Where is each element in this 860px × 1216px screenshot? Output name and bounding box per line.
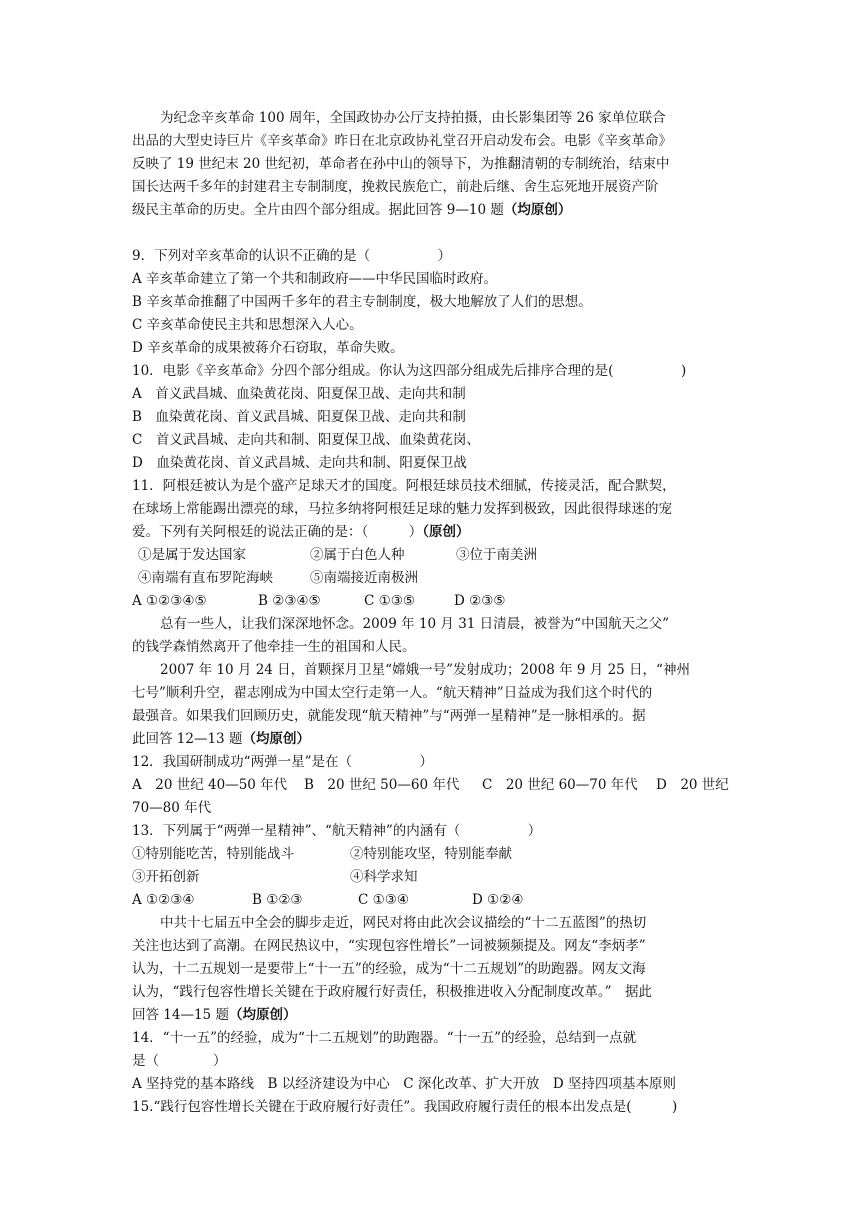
q11-item-4: ④南端有直布罗陀海峡 (138, 570, 273, 586)
intro1-last: 级民主革命的历史。全片由四个部分组成。据此回答 9—10 题 (132, 202, 504, 218)
q12-option-d: D 20 世纪 (656, 777, 729, 793)
intro3-line-4: 认为，“践行包容性增长关键在于政府履行好责任，积极推进收入分配制度改革。” 据此 (132, 984, 653, 1000)
intro1-tag: （均原创） (503, 202, 572, 218)
q10-option-b: B 血染黄花岗、首义武昌城、阳夏保卫战、走向共和制 (132, 409, 466, 425)
q13-item-1: ①特别能吃苦，特别能战斗 (132, 846, 294, 862)
intro2-p2-line-4 (132, 729, 310, 751)
q12-stem: 12．我国研制成功“两弹一星”是在（ ） (132, 754, 433, 770)
intro3-line-3: 认为，十二五规划一是要带上“十一五”的经验，成为“十二五规划”的助跑器。网友文海 (132, 961, 646, 977)
q13-item-3: ③开拓创新 (132, 869, 200, 885)
q11-option-c: C ①③⑤ (364, 593, 415, 609)
q11-option-d: D ②③⑤ (454, 593, 506, 609)
q11-tag: （原创） (422, 524, 470, 540)
q11-item-1: ①是属于发达国家 (138, 547, 246, 563)
q12-option-c: C 20 世纪 60—70 年代 (482, 777, 638, 793)
q10-option-c: C 首义武昌城、走向共和制、阳夏保卫战、血染黄花岗、 (132, 432, 480, 448)
q13-item-4: ④科学求知 (350, 869, 418, 885)
intro2-p2-line-2: 七号”顺利升空，翟志刚成为中国太空行走第一人。“航天精神”日益成为我们这个时代的 (132, 685, 653, 701)
q10-stem: 10．电影《辛亥革命》分四个部分组成。你认为这四部分组成先后排序合理的是( ) (132, 363, 687, 379)
q11-item-3: ③位于南美洲 (456, 547, 537, 563)
q13-option-b: B ①②③ (252, 892, 303, 908)
intro3-line-5 (132, 1005, 296, 1027)
intro2-p2-line-3: 最强音。如果我们回顾历史，就能发现“航天精神”与“两弹一星精神”是一脉相承的。据 (132, 708, 646, 724)
q12-option-b: B 20 世纪 50—60 年代 (304, 777, 460, 793)
q14-line-1: 14．“十一五”的经验，成为“十二五规划”的助跑器。“十一五”的经验，总结到一点就 (132, 1030, 637, 1046)
intro2-p1-line-2: 的钱学森悄然离开了他牵挂一生的祖国和人民。 (132, 639, 416, 655)
q13-option-c: C ①③④ (358, 892, 409, 908)
q9-option-d: D 辛亥革命的成果被蒋介石窃取，革命失败。 (132, 340, 404, 356)
intro3-line-1: 中共十七届五中全会的脚步走近，网民对将由此次会议描绘的“十二五蓝图”的热切 (160, 915, 647, 931)
q14-options: A 坚持党的基本路线 B 以经济建设为中心 C 深化改革、扩大开放 D 坚持四项基本原则 (132, 1076, 676, 1092)
q12-option-a: A 20 世纪 40—50 年代 (132, 777, 288, 793)
intro2-last: 此回答 12—13 题 (132, 731, 243, 747)
intro2-p2-line-1: 2007 年 10 月 24 日，首颗探月卫星“嫦娥一号”发射成功；2008 年 9 月 25 日，“神州 (160, 662, 690, 678)
intro1-line-4: 国长达两千多年的封建君主专制制度，挽救民族危亡，前赴后继、舍生忘死地开展资产阶 (132, 179, 659, 195)
q9-option-a: A 辛亥革命建立了第一个共和制政府——中华民国临时政府。 (132, 271, 498, 287)
q11-last: 爱。下列有关阿根廷的说法正确的是：（ ） (132, 524, 423, 540)
q11-item-5: ⑤南端接近南极洲 (310, 570, 418, 586)
q11-option-a: A ①②③④⑤ (132, 593, 207, 609)
q11-item-2: ②属于白色人种 (310, 547, 405, 563)
q10-option-d: D 血染黄花岗、首义武昌城、走向共和制、阳夏保卫战 (132, 455, 467, 471)
intro3-tag: （均原创） (228, 1007, 297, 1023)
intro1-line-1: 为纪念辛亥革命 100 周年，全国政协办公厅支持拍摄，由长影集团等 26 家单位联合 (160, 110, 666, 126)
intro3-line-2: 关注也达到了高潮。在网民热议中，“实现包容性增长”一词被频频提及。网友“李炳孝” (132, 938, 646, 954)
q12-option-d-cont: 70—80 年代 (132, 800, 212, 816)
q11-option-b: B ②③④⑤ (258, 593, 321, 609)
intro2-p1-line-1: 总有一些人，让我们深深地怀念。2009 年 10 月 31 日清晨，被誉为“中国航天之父” (160, 616, 669, 632)
q11-line-3 (132, 522, 470, 544)
q9-stem: 9．下列对辛亥革命的认识不正确的是（ ） (132, 248, 452, 264)
q13-item-2: ②特别能攻坚，特别能奉献 (350, 846, 512, 862)
q11-line-1: 11．阿根廷被认为是个盛产足球天才的国度。阿根廷球员技术细腻，传接灵活，配合默契， (132, 478, 676, 494)
q13-option-a: A ①②③④ (132, 892, 195, 908)
q9-option-b: B 辛亥革命推翻了中国两千多年的君主专制制度，极大地解放了人们的思想。 (132, 294, 592, 310)
q11-line-2: 在球场上常能踢出漂亮的球，马拉多纳将阿根廷足球的魅力发挥到极致，因此很得球迷的宠 (132, 501, 672, 517)
intro1-line-2: 出品的大型史诗巨片《辛亥革命》昨日在北京政协礼堂召开启动发布会。电影《辛亥革命》 (132, 133, 672, 149)
q13-stem: 13．下列属于“两弹一星精神”、“航天精神”的内涵有（ ） (132, 823, 542, 839)
intro3-last: 回答 14—15 题 (132, 1007, 229, 1023)
q15-stem: 15.“践行包容性增长关键在于政府履行好责任”。我国政府履行责任的根本出发点是( ) (132, 1099, 678, 1115)
q13-option-d: D ①②④ (472, 892, 524, 908)
q10-option-a: A 首义武昌城、血染黄花岗、阳夏保卫战、走向共和制 (132, 386, 466, 402)
q9-option-c: C 辛亥革命使民主共和思想深入人心。 (132, 317, 363, 333)
intro1-line-3: 反映了 19 世纪末 20 世纪初，革命者在孙中山的领导下，为推翻清朝的专制统治，结束中 (132, 156, 670, 172)
q14-line-2: 是（ ） (132, 1053, 227, 1069)
intro1-line-5 (132, 200, 571, 222)
intro2-tag: （均原创） (242, 731, 310, 747)
